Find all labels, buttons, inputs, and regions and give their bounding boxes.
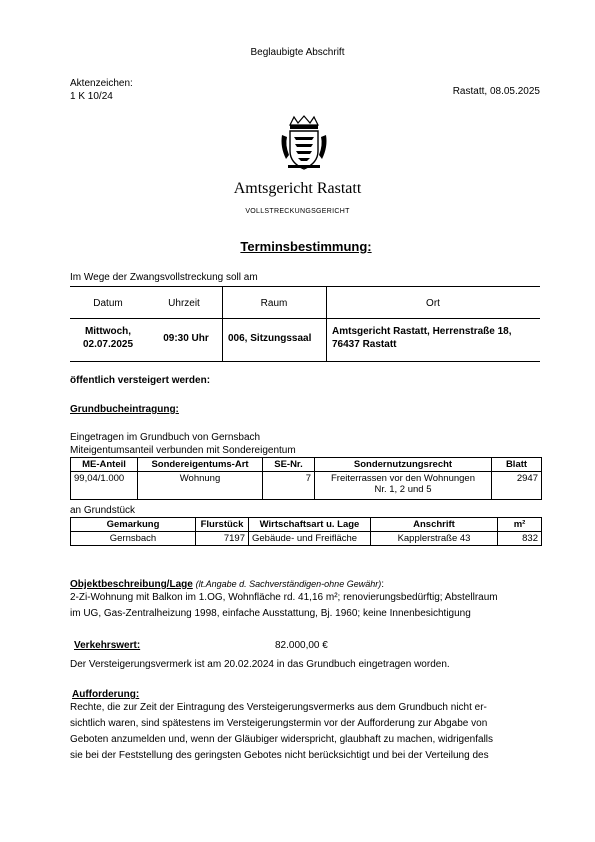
header-raum: Raum — [260, 298, 288, 309]
coat-of-arms-logo — [280, 115, 328, 171]
me-header-anteil: ME-Anteil — [71, 458, 138, 472]
objekt-colon: : — [381, 579, 384, 590]
me-art: Wohnung — [138, 472, 263, 500]
me-snr-line1: Freiterrassen vor den Wohnungen — [331, 473, 475, 484]
aufforderung-heading: Aufforderung: — [72, 689, 140, 700]
objekt-line1: 2-Zi-Wohnung mit Balkon im 1.OG, Wohnfläche rd. 41,16 m²; renovierungsbedürftig; Abstellraum — [70, 592, 498, 603]
gs-header-gemarkung: Gemarkung — [71, 518, 196, 532]
me-header-art: Sondereigentums-Art — [138, 458, 263, 472]
gs-header-flaeche: m² — [498, 518, 542, 532]
az-label: Aktenzeichen: — [70, 78, 133, 89]
gs-flaeche: 832 — [498, 532, 542, 546]
me-header-se-nr: SE-Nr. — [263, 458, 315, 472]
gs-header-wirtschaftsart: Wirtschaftsart u. Lage — [249, 518, 371, 532]
termin-datum-day: Mittwoch, — [84, 326, 132, 337]
objekt-line2: im UG, Gas-Zentralheizung 1998, einfache Ausstattung, Bj. 1960; keine Innenbesichtigung — [70, 608, 471, 619]
termin-uhrzeit: 09:30 Uhr — [163, 333, 209, 344]
document-title: Terminsbestimmung: — [240, 239, 372, 254]
me-anteil: 99,04/1.000 — [71, 472, 138, 500]
aufforderung-line1: Rechte, die zur Zeit der Eintragung des Versteigerungsvermerks aus dem Grundbuch nicht er- — [70, 702, 487, 713]
me-table — [70, 457, 542, 500]
gs-header-flurstueck: Flurstück — [196, 518, 249, 532]
versteigert-text: öffentlich versteigert werden: — [70, 375, 211, 386]
aufforderung-line3: Geboten anzumelden und, wenn der Gläubiger widerspricht, glaubhaft zu machen, widrigenfalls — [70, 734, 494, 745]
me-header-blatt: Blatt — [492, 458, 542, 472]
grundbuch-line1: Eingetragen im Grundbuch von Gernsbach — [70, 432, 261, 443]
objekt-note: (lt.Angabe d. Sachverständigen-ohne Gewähr) — [195, 579, 382, 589]
gs-flurstueck: 7197 — [196, 532, 249, 546]
termin-ort-street: Amtsgericht Rastatt, Herrenstraße 18, — [332, 326, 512, 337]
court-department: VOLLSTRECKUNGSGERICHT — [245, 208, 350, 215]
header-ort: Ort — [426, 298, 440, 309]
intro-text: Im Wege der Zwangsvollstreckung soll am — [70, 272, 258, 283]
me-blatt: 2947 — [492, 472, 542, 500]
grundstueck-table — [70, 517, 542, 546]
az-value: 1 K 10/24 — [70, 91, 113, 102]
gs-anschrift: Kapplerstraße 43 — [371, 532, 498, 546]
header-datum: Datum — [93, 298, 123, 309]
header-uhrzeit: Uhrzeit — [168, 298, 200, 309]
me-header-snr: Sondernutzungsrecht — [315, 458, 492, 472]
termin-table — [70, 286, 540, 362]
verkehrswert-value: 82.000,00 € — [275, 640, 328, 651]
grundbuch-heading: Grundbucheintragung: — [70, 404, 179, 415]
me-snr-line2: Nr. 1, 2 und 5 — [374, 484, 432, 495]
me-se-nr: 7 — [263, 472, 315, 500]
gs-gemarkung: Gernsbach — [71, 532, 196, 546]
court-name: Amtsgericht Rastatt — [233, 180, 362, 197]
an-grundstueck: an Grundstück — [70, 505, 136, 516]
vermerk-text: Der Versteigerungsvermerk ist am 20.02.2024 in das Grundbuch eingetragen worden. — [70, 659, 450, 670]
verkehrswert-label: Verkehrswert: — [74, 640, 141, 651]
termin-raum: 006, Sitzungssaal — [228, 333, 312, 344]
place-date: Rastatt, 08.05.2025 — [452, 86, 540, 97]
grundbuch-line2: Miteigentumsanteil verbunden mit Sondereigentum — [70, 445, 296, 456]
termin-ort-city: 76437 Rastatt — [332, 339, 397, 350]
aufforderung-line4: sie bei der Feststellung des geringsten Gebotes nicht berücksichtigt und bei der Verteilung des — [70, 750, 489, 761]
gs-wirtschaftsart: Gebäude- und Freifläche — [249, 532, 371, 546]
objekt-heading: Objektbeschreibung/Lage — [70, 579, 193, 590]
aufforderung-line2: sichtlich waren, sind spätestens im Versteigerungstermin vor der Aufforderung zur Abgabe von — [70, 718, 488, 729]
me-snr — [315, 472, 492, 500]
copy-label: Beglaubigte Abschrift — [250, 47, 345, 58]
gs-header-anschrift: Anschrift — [371, 518, 498, 532]
termin-datum-date: 02.07.2025 — [82, 339, 134, 350]
